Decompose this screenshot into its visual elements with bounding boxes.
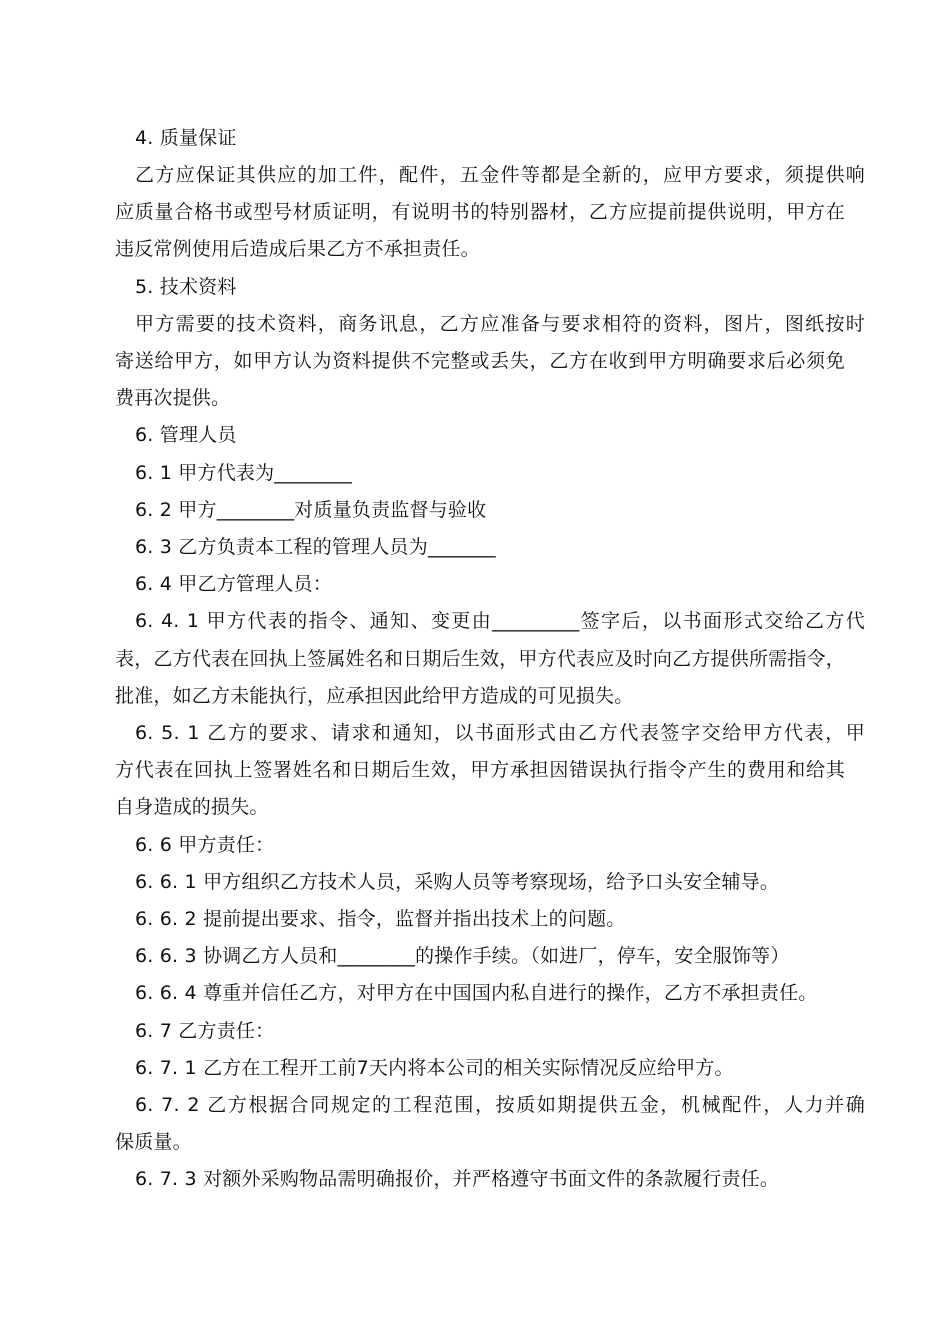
clause-line: 6. 4 甲乙方管理人员： <box>135 573 332 595</box>
paragraph-line: 违反常例使用后造成后果乙方不承担责任。 <box>115 238 480 260</box>
clause-line: 6. 6 甲方责任： <box>135 834 275 856</box>
clause-line: 6. 2 甲方________对质量负责监督与验收 <box>135 499 487 521</box>
paragraph-line: 寄送给甲方，如甲方认为资料提供不完整或丢失，乙方在收到甲方明确要求后必须免 <box>115 350 845 372</box>
clause-line: 6. 3 乙方负责本工程的管理人员为_______ <box>135 536 496 558</box>
clause-line: 6. 6. 2 提前提出要求、指令，监督并指出技术上的问题。 <box>135 908 626 930</box>
clause-line: 6. 7 乙方责任： <box>135 1020 275 1042</box>
heading-quality-assurance: 4. 质量保证 <box>135 127 237 149</box>
paragraph-line: 批准，如乙方未能执行，应承担因此给甲方造成的可见损失。 <box>115 685 634 707</box>
clause-line: 6. 6. 4 尊重并信任乙方，对甲方在中国国内私自进行的操作，乙方不承担责任。 <box>135 982 818 1004</box>
clause-line: 6. 7. 1 乙方在工程开工前7天内将本公司的相关实际情况反应给甲方。 <box>135 1057 734 1079</box>
paragraph-line: 保质量。 <box>115 1131 192 1153</box>
paragraph-line: 自身造成的损失。 <box>115 796 269 818</box>
paragraph-line: 6. 7. 2 乙方根据合同规定的工程范围，按质如期提供五金，机械配件，人力并确 <box>135 1094 865 1116</box>
clause-line: 6. 7. 3 对额外采购物品需明确报价，并严格遵守书面文件的条款履行责任。 <box>135 1168 780 1190</box>
paragraph-line: 应质量合格书或型号材质证明，有说明书的特别器材，乙方应提前提供说明，甲方在 <box>115 201 845 223</box>
paragraph-line: 6. 4. 1 甲方代表的指令、通知、变更由_________签字后，以书面形式交给乙方代 <box>135 610 865 632</box>
clause-line: 6. 1 甲方代表为________ <box>135 462 352 484</box>
paragraph-line: 乙方应保证其供应的加工件，配件，五金件等都是全新的，应甲方要求，须提供响 <box>135 164 865 186</box>
heading-management-personnel: 6. 管理人员 <box>135 424 237 446</box>
paragraph-line: 方代表在回执上签署姓名和日期后生效，甲方承担因错误执行指令产生的费用和给其 <box>115 759 845 781</box>
paragraph-line: 6. 5. 1 乙方的要求、请求和通知，以书面形式由乙方代表签字交给甲方代表，甲 <box>135 722 865 744</box>
clause-line: 6. 6. 3 协调乙方人员和________的操作手续。（如进厂，停车，安全服饰等） <box>135 945 790 967</box>
paragraph-line: 甲方需要的技术资料，商务讯息，乙方应准备与要求相符的资料，图片，图纸按时 <box>135 313 865 335</box>
clause-line: 6. 6. 1 甲方组织乙方技术人员，采购人员等考察现场，给予口头安全辅导。 <box>135 871 780 893</box>
paragraph-line: 费再次提供。 <box>115 387 231 409</box>
heading-technical-data: 5. 技术资料 <box>135 276 237 298</box>
paragraph-line: 表，乙方代表在回执上签属姓名和日期后生效，甲方代表应及时向乙方提供所需指令， <box>115 648 845 670</box>
